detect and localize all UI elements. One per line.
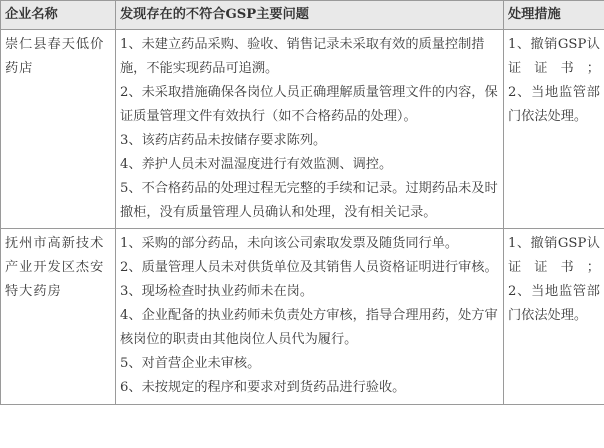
header-issues: 发现存在的不符合GSP主要问题 bbox=[116, 1, 504, 30]
issue-item: 4、养护人员未对温湿度进行有效监测、调控。 bbox=[120, 157, 393, 172]
issue-item: 2、未采取措施确保各岗位人员正确理解质量管理文件的内容，保证质量管理文件有效执行（如不合格药品的处理）。 bbox=[120, 85, 498, 124]
issue-item: 5、对首营企业未审核。 bbox=[120, 356, 261, 371]
issues-cell bbox=[116, 229, 504, 405]
header-actions: 处理措施 bbox=[504, 1, 604, 30]
table-row bbox=[1, 229, 604, 405]
issue-item: 2、质量管理人员未对供货单位及其销售人员资格证明进行审核。 bbox=[120, 260, 498, 275]
action-item: 1、撤销GSP认证证书； bbox=[508, 236, 600, 275]
actions-cell bbox=[504, 229, 604, 405]
action-item: 2、当地监管部门依法处理。 bbox=[508, 85, 600, 124]
action-item: 2、当地监管部门依法处理。 bbox=[508, 284, 600, 323]
company-name-cell: 崇仁县春天低价药店 bbox=[1, 30, 116, 229]
issue-item: 4、企业配备的执业药师未负责处方审核，指导合理用药，处方审核岗位的职责由其他岗位人员代为履行。 bbox=[120, 308, 498, 347]
company-name-cell: 抚州市高新技术产业开发区杰安特大药房 bbox=[1, 229, 116, 405]
issue-item: 3、该药店药品未按储存要求陈列。 bbox=[120, 133, 327, 148]
action-item: 1、撤销GSP认证证书； bbox=[508, 37, 600, 76]
issues-cell bbox=[116, 30, 504, 229]
issue-item: 3、现场检查时执业药师未在岗。 bbox=[120, 284, 314, 299]
table-header-row bbox=[1, 1, 604, 30]
issue-item: 6、未按规定的程序和要求对到货药品进行验收。 bbox=[120, 380, 406, 395]
header-company: 企业名称 bbox=[1, 1, 116, 30]
issue-item: 5、不合格药品的处理过程无完整的手续和记录。过期药品未及时撤柜，没有质量管理人员确认和处理，没有相关记录。 bbox=[120, 181, 498, 220]
table-row bbox=[1, 30, 604, 229]
actions-cell bbox=[504, 30, 604, 229]
issue-item: 1、未建立药品采购、验收、销售记录未采取有效的质量控制措施，不能实现药品可追溯。 bbox=[120, 37, 485, 76]
issue-item: 1、采购的部分药品，未向该公司索取发票及随货同行单。 bbox=[120, 236, 459, 251]
